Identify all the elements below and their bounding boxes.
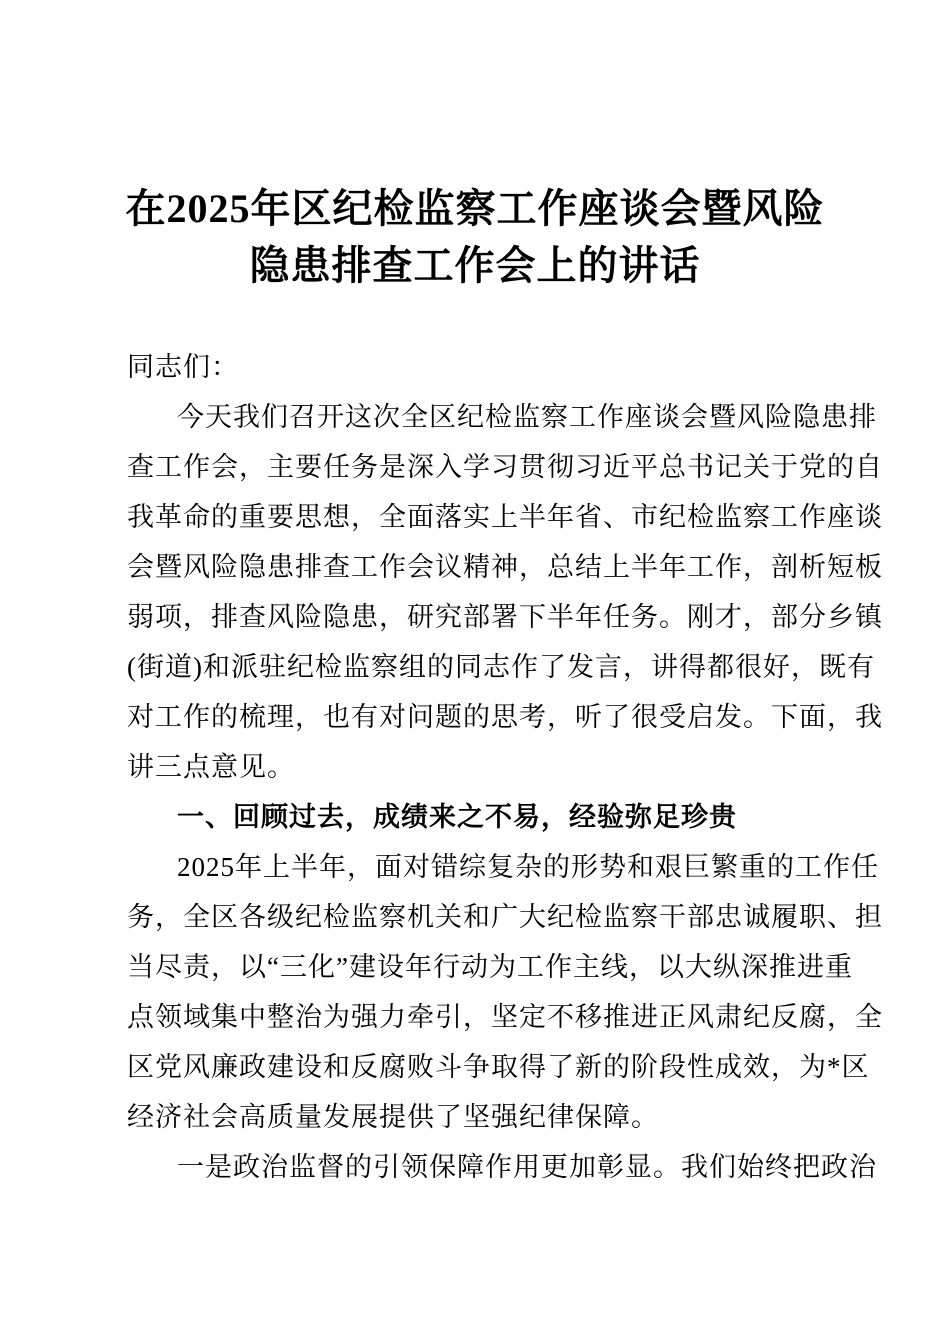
text-line: 一是政治监督的引领保障作用更加彰显。我们始终把政治 <box>177 1152 877 1182</box>
paragraph <box>127 1142 877 1192</box>
text-line: 区党风廉政建设和反腐败斗争取得了新的阶段性成效，为*区 <box>127 1052 870 1082</box>
text-line: 今天我们召开这次全区纪检监察工作座谈会暨风险隐患排 <box>177 402 877 432</box>
text-line: 2025年上半年，面对错综复杂的形势和艰巨繁重的工作任 <box>177 852 879 882</box>
text-line: 一、回顾过去，成绩来之不易，经验弥足珍贵 <box>177 802 737 832</box>
text-line: 同志们： <box>127 352 239 382</box>
document-title <box>0 180 950 294</box>
title-line-2: 隐患排查工作会上的讲话 <box>249 243 701 288</box>
text-line: (街道)和派驻纪检监察组的同志作了发言，讲得都很好，既有 <box>127 652 875 682</box>
section-heading <box>127 792 827 842</box>
text-line: 经济社会高质量发展提供了坚强纪律保障。 <box>127 1102 659 1132</box>
text-line: 会暨风险隐患排查工作会议精神，总结上半年工作，剖析短板 <box>127 552 883 582</box>
text-line: 查工作会，主要任务是深入学习贯彻习近平总书记关于党的自 <box>127 452 883 482</box>
text-line: 弱项，排查风险隐患，研究部署下半年任务。刚才，部分乡镇 <box>127 602 883 632</box>
text-line: 我革命的重要思想，全面落实上半年省、市纪检监察工作座谈 <box>127 502 883 532</box>
text-line: 当尽责，以“三化”建设年行动为工作主线，以大纵深推进重 <box>127 952 853 982</box>
text-line: 讲三点意见。 <box>127 752 295 782</box>
title-line-1: 在2025年区纪检监察工作座谈会暨风险 <box>125 186 825 231</box>
document-body <box>127 342 883 1192</box>
paragraph <box>127 392 883 792</box>
text-line: 对工作的梳理，也有对问题的思考，听了很受启发。下面，我 <box>127 702 883 732</box>
text-line: 点领域集中整治为强力牵引，坚定不移推进正风肃纪反腐，全 <box>127 1002 883 1032</box>
salutation <box>127 342 827 392</box>
paragraph <box>127 842 883 1142</box>
text-line: 务，全区各级纪检监察机关和广大纪检监察干部忠诚履职、担 <box>127 902 883 932</box>
